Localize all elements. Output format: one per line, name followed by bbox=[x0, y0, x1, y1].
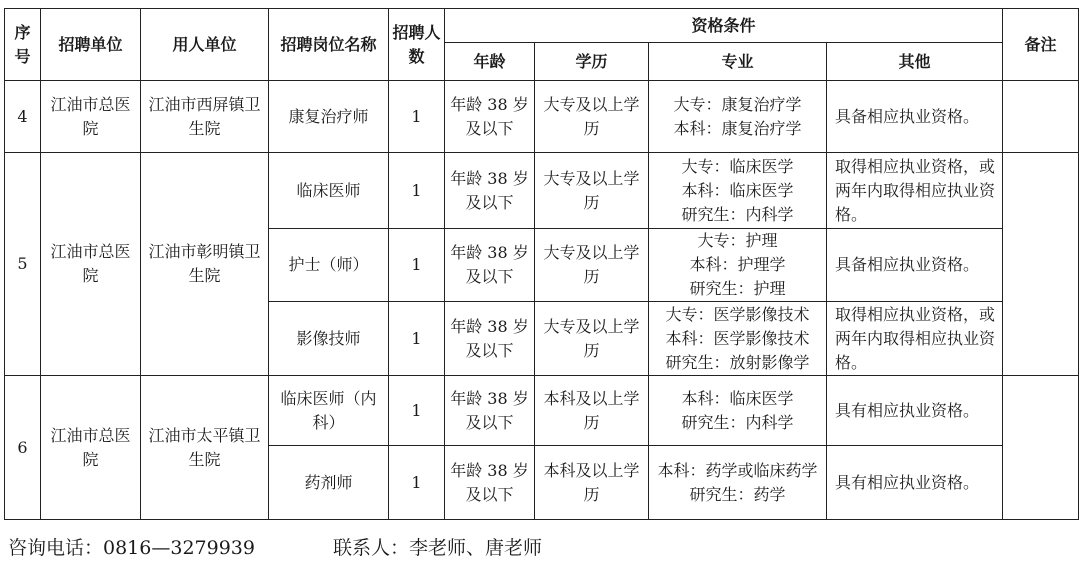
contact-footer bbox=[8, 534, 542, 562]
cell-major bbox=[649, 376, 827, 446]
cell-count: 1 bbox=[389, 446, 445, 520]
cell-major bbox=[649, 446, 827, 520]
cell-other: 具有相应执业资格。 bbox=[827, 446, 1003, 520]
cell-major bbox=[649, 81, 827, 153]
cell-education: 大专及以上学历 bbox=[535, 81, 649, 153]
major-line: 研究生：内科学 bbox=[681, 412, 794, 432]
header-position: 招聘岗位名称 bbox=[269, 9, 389, 81]
cell-education: 本科及以上学历 bbox=[535, 376, 649, 446]
cell-position: 护士（师） bbox=[269, 229, 389, 302]
header-employer: 用人单位 bbox=[141, 9, 269, 81]
header-education: 学历 bbox=[535, 43, 649, 81]
header-unit: 招聘单位 bbox=[41, 9, 141, 81]
cell-position: 药剂师 bbox=[269, 446, 389, 520]
cell-count: 1 bbox=[389, 81, 445, 153]
consult-phone: 咨询电话：0816—3279939 bbox=[8, 537, 255, 559]
header-age: 年龄 bbox=[445, 43, 535, 81]
cell-major bbox=[649, 302, 827, 376]
cell-count: 1 bbox=[389, 302, 445, 376]
table-body bbox=[5, 81, 1079, 520]
cell-position: 康复治疗师 bbox=[269, 81, 389, 153]
contact-person: 联系人：李老师、唐老师 bbox=[332, 537, 542, 559]
table-row bbox=[5, 81, 1079, 153]
header-major: 专业 bbox=[649, 43, 827, 81]
cell-age: 年龄 38 岁及以下 bbox=[445, 81, 535, 153]
major-line: 本科：康复治疗学 bbox=[673, 118, 802, 138]
major-line: 研究生：药学 bbox=[689, 484, 786, 504]
cell-education: 本科及以上学历 bbox=[535, 446, 649, 520]
cell-other: 具有相应执业资格。 bbox=[827, 376, 1003, 446]
cell-education: 大专及以上学历 bbox=[535, 153, 649, 229]
major-line: 本科：临床医学 bbox=[681, 180, 794, 200]
major-line: 本科：护理学 bbox=[689, 255, 786, 274]
header-count: 招聘人数 bbox=[389, 9, 445, 81]
cell-count: 1 bbox=[389, 376, 445, 446]
cell-unit: 江油市总医院 bbox=[41, 376, 141, 520]
cell-count: 1 bbox=[389, 229, 445, 302]
cell-education: 大专及以上学历 bbox=[535, 302, 649, 376]
cell-major bbox=[649, 153, 827, 229]
major-line: 本科：药学或临床药学 bbox=[657, 460, 818, 480]
cell-unit: 江油市总医院 bbox=[41, 153, 141, 376]
cell-other: 取得相应执业资格，或两年内取得相应执业资格。 bbox=[827, 302, 1003, 376]
cell-seq: 6 bbox=[5, 376, 41, 520]
header-remark: 备注 bbox=[1003, 9, 1079, 81]
cell-other: 具备相应执业资格。 bbox=[827, 81, 1003, 153]
cell-seq: 4 bbox=[5, 81, 41, 153]
major-line: 大专：临床医学 bbox=[681, 156, 794, 176]
major-line: 大专：医学影像技术 bbox=[665, 304, 810, 324]
table-row bbox=[5, 376, 1079, 446]
cell-count: 1 bbox=[389, 153, 445, 229]
cell-age: 年龄 38 岁及以下 bbox=[445, 153, 535, 229]
major-line: 本科：临床医学 bbox=[681, 388, 794, 408]
cell-remark bbox=[1003, 376, 1079, 520]
major-line: 大专：康复治疗学 bbox=[673, 94, 802, 114]
cell-age: 年龄 38 岁及以下 bbox=[445, 302, 535, 376]
cell-age: 年龄 38 岁及以下 bbox=[445, 376, 535, 446]
cell-other: 取得相应执业资格，或两年内取得相应执业资格。 bbox=[827, 153, 1003, 229]
cell-remark bbox=[1003, 153, 1079, 376]
cell-unit: 江油市总医院 bbox=[41, 81, 141, 153]
cell-other: 具备相应执业资格。 bbox=[827, 229, 1003, 302]
cell-seq: 5 bbox=[5, 153, 41, 376]
major-line: 本科：医学影像技术 bbox=[665, 328, 810, 348]
cell-age: 年龄 38 岁及以下 bbox=[445, 229, 535, 302]
table-row bbox=[5, 153, 1079, 229]
cell-major bbox=[649, 229, 827, 302]
major-line: 研究生：放射影像学 bbox=[665, 352, 810, 372]
header-qualifications: 资格条件 bbox=[445, 9, 1003, 43]
cell-employer: 江油市太平镇卫生院 bbox=[141, 376, 269, 520]
major-line: 大专：护理 bbox=[697, 231, 778, 250]
major-line: 研究生：内科学 bbox=[681, 204, 794, 224]
cell-position: 临床医师（内科） bbox=[269, 376, 389, 446]
major-line: 研究生：护理 bbox=[689, 279, 786, 298]
cell-position: 影像技师 bbox=[269, 302, 389, 376]
cell-age: 年龄 38 岁及以下 bbox=[445, 446, 535, 520]
header-other: 其他 bbox=[827, 43, 1003, 81]
header-seq: 序号 bbox=[5, 9, 41, 81]
cell-employer: 江油市彰明镇卫生院 bbox=[141, 153, 269, 376]
cell-remark bbox=[1003, 81, 1079, 153]
recruitment-table bbox=[4, 8, 1079, 520]
cell-education: 大专及以上学历 bbox=[535, 229, 649, 302]
cell-position: 临床医师 bbox=[269, 153, 389, 229]
cell-employer: 江油市西屏镇卫生院 bbox=[141, 81, 269, 153]
